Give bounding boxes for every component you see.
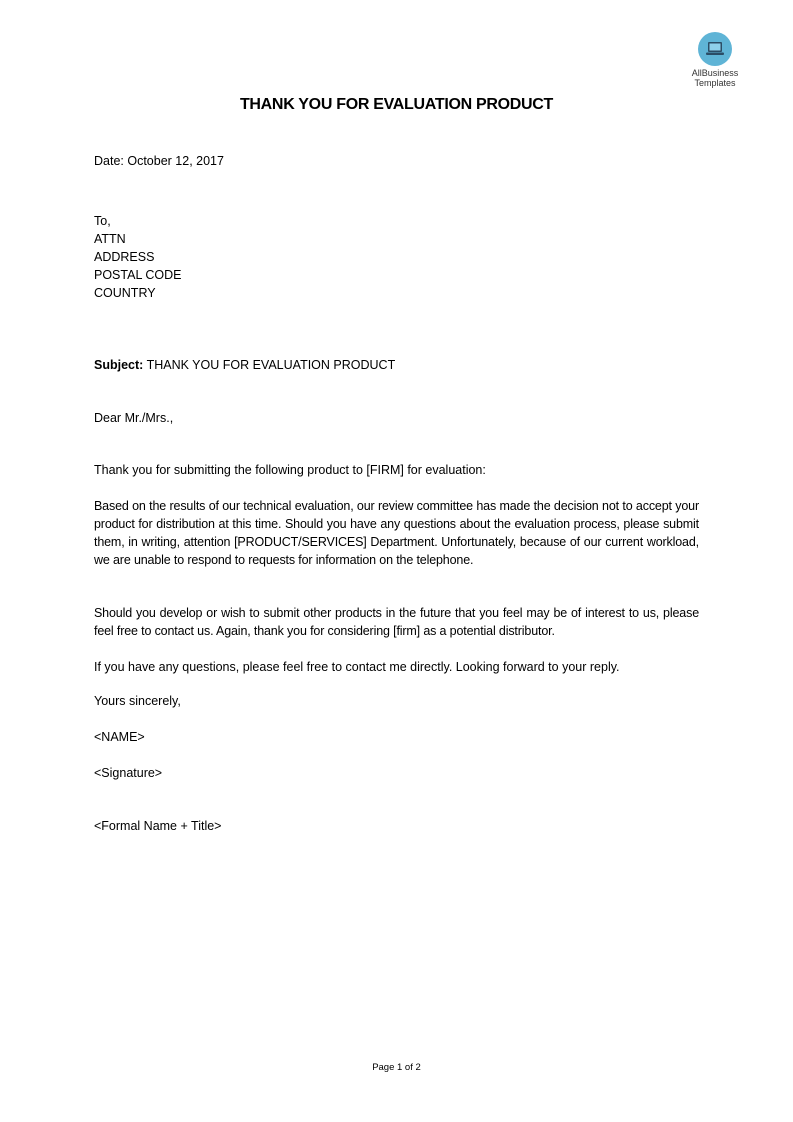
body-paragraph-4: If you have any questions, please feel free to contact me directly. Looking forward to your reply. bbox=[94, 660, 620, 674]
brand-logo bbox=[682, 32, 748, 88]
closing: Yours sincerely, bbox=[94, 694, 181, 708]
body-paragraph-3: Should you develop or wish to submit other products in the future that you feel may be of interest to us, please feel free to contact us. Again, thank you for considering [firm] as a potential distributor. bbox=[94, 606, 699, 638]
salutation: Dear Mr./Mrs., bbox=[94, 411, 174, 425]
logo-line-2: Templates bbox=[694, 78, 736, 88]
sender-name: <NAME> bbox=[94, 730, 145, 744]
page-number: Page 1 of 2 bbox=[372, 1062, 421, 1073]
logo-text bbox=[682, 68, 748, 88]
logo-line-1: AllBusiness bbox=[691, 68, 739, 78]
body-paragraph-2: Based on the results of our technical evaluation, our review committee has made the decision not to accept your product for distribution at this time. Should you have any questions about the evaluation process, please submit them, in writing, attention [PRODUCT/SERVICES] Department. Unfortunately, because of our current workload, we are unable to respond to requests for information on the telephone. bbox=[94, 499, 699, 567]
logo-badge bbox=[698, 32, 732, 66]
recipient-address: ADDRESS bbox=[94, 250, 155, 264]
laptop-icon bbox=[705, 41, 725, 57]
subject-text: THANK YOU FOR EVALUATION PRODUCT bbox=[146, 358, 396, 372]
subject-label: Subject: bbox=[94, 358, 144, 372]
letter-date: Date: October 12, 2017 bbox=[94, 154, 224, 168]
sender-signature: <Signature> bbox=[94, 766, 163, 780]
sender-formal-name: <Formal Name + Title> bbox=[94, 819, 222, 833]
recipient-to: To, bbox=[94, 214, 111, 228]
recipient-country: COUNTRY bbox=[94, 286, 156, 300]
recipient-attn: ATTN bbox=[94, 232, 126, 246]
letter-title: THANK YOU FOR EVALUATION PRODUCT bbox=[239, 96, 554, 113]
recipient-postal-code: POSTAL CODE bbox=[94, 268, 182, 282]
subject-line bbox=[94, 356, 395, 374]
body-paragraph-1: Thank you for submitting the following product to [FIRM] for evaluation: bbox=[94, 463, 486, 477]
